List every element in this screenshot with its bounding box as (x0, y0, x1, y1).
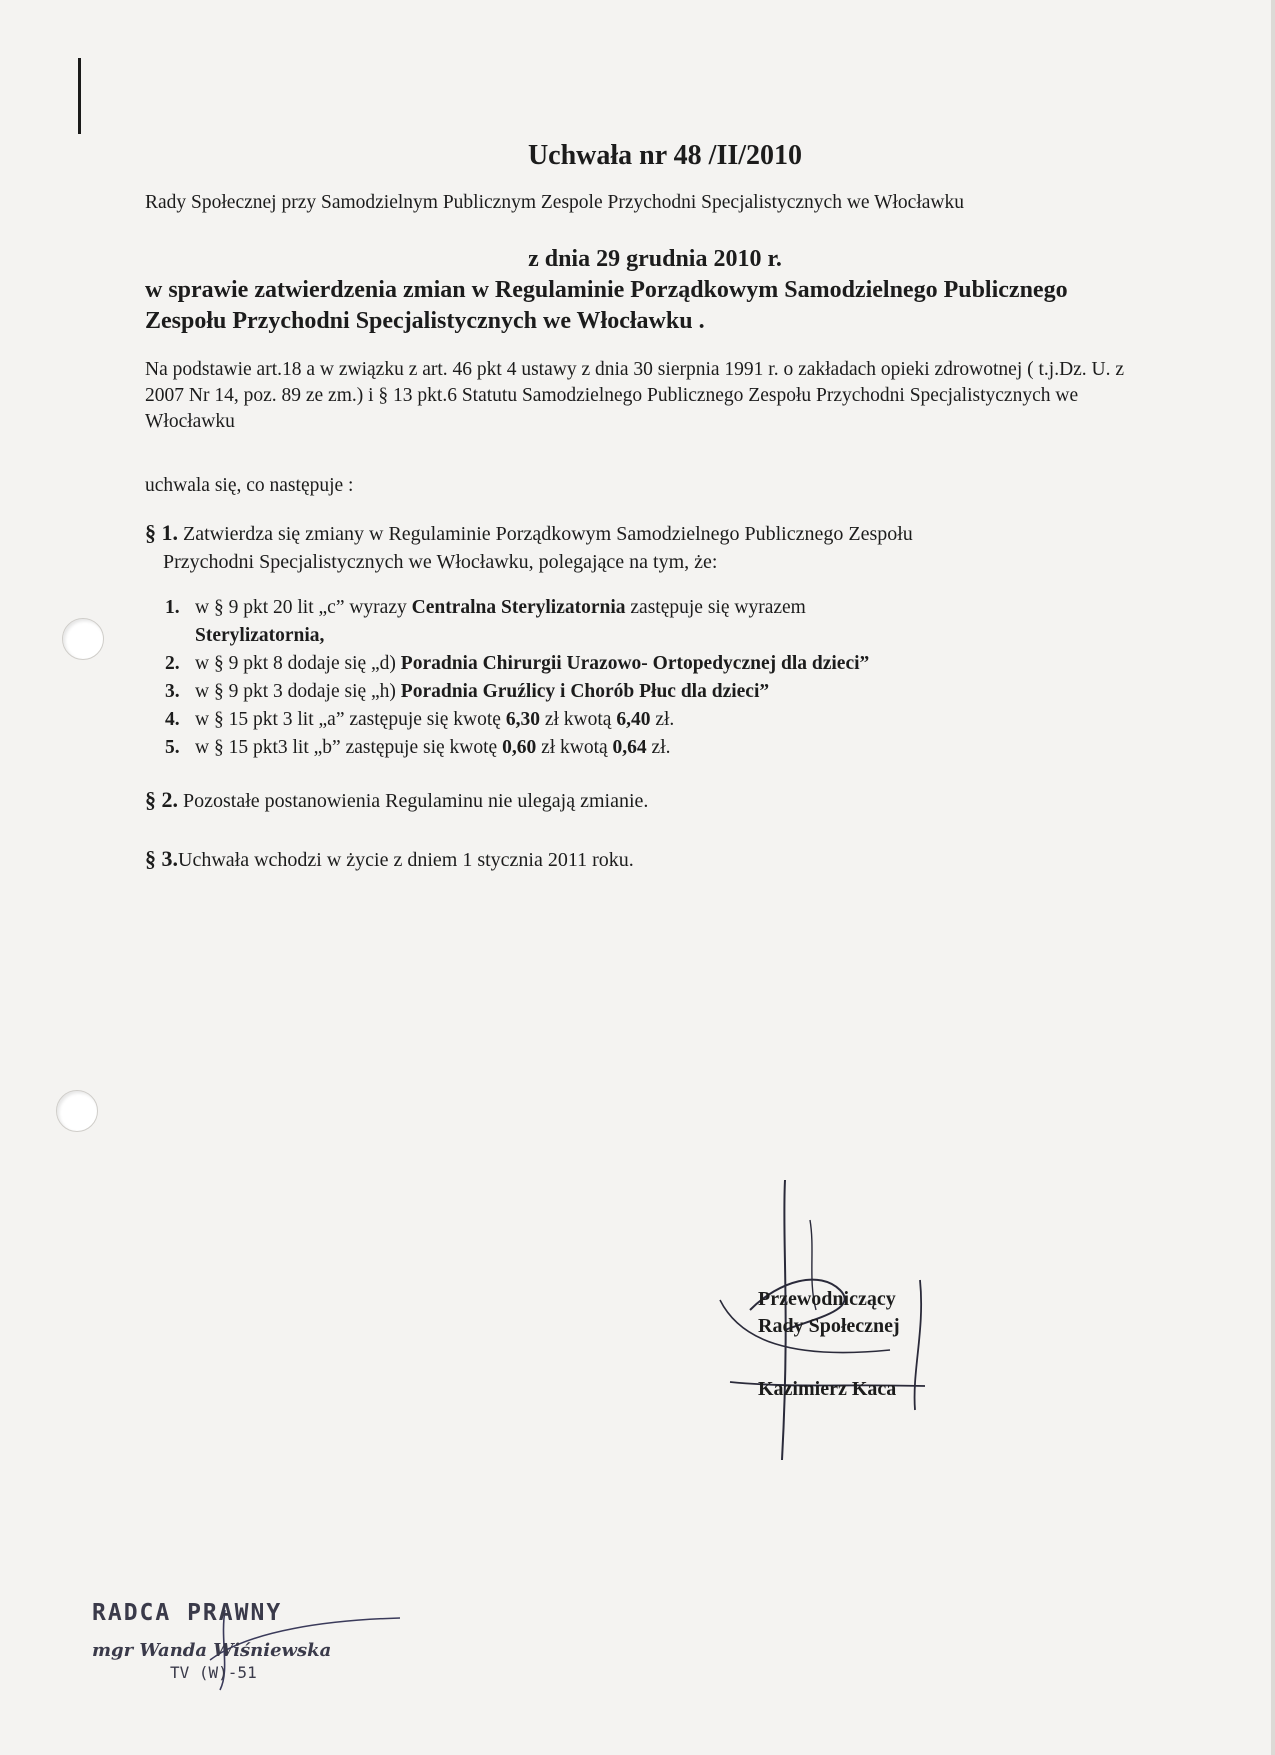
signature-spacer (758, 1340, 900, 1376)
item-text (195, 594, 806, 650)
page-edge (1271, 0, 1275, 1755)
section-1-line-1: Zatwierdza się zmiany w Regulaminie Porządkowym Samodzielnego Publicznego Zespołu (183, 523, 913, 545)
section-1-number: § 1. (145, 520, 178, 545)
item-text (195, 734, 671, 762)
item-text (195, 650, 869, 678)
item-text-bold: Poradnia Gruźlicy i Chorób Płuc dla dzieci” (400, 681, 770, 702)
item-text-pre: w § 9 pkt 20 lit „c” wyrazy (195, 597, 412, 618)
item-text-pre: w § 9 pkt 3 dodaje się „h) (195, 681, 401, 702)
faint-stamp-director (228, 1260, 238, 1318)
punch-hole-top (62, 618, 104, 660)
section-2-text: Pozostałe postanowienia Regulaminu nie ulegają zmianie. (178, 790, 649, 812)
section-1 (145, 519, 1125, 576)
list-item (165, 594, 1125, 650)
resolution-document (145, 130, 1125, 892)
item-text-bold: 0,60 (502, 737, 537, 758)
item-text-bold-2: 6,40 (616, 709, 651, 730)
item-text-mid: zł kwotą (536, 737, 613, 758)
section-3-text: Uchwała wchodzi w życie z dniem 1 stycznia 2011 roku. (178, 849, 634, 871)
item-text-mid: zastępuje się wyrazem (625, 597, 806, 618)
section-1-line-2: Przychodni Specjalistycznych we Włocławku, polegające na tym, że: (163, 551, 718, 573)
item-text-bold: Poradnia Chirurgii Urazowo- Ortopedycznej dla dzieci” (400, 653, 870, 674)
item-number: 4. (165, 709, 180, 730)
list-item (165, 650, 1125, 678)
changes-list (145, 594, 1125, 762)
item-number: 5. (165, 737, 180, 758)
document-title: Uchwała nr 48 /II/2010 (527, 140, 803, 171)
item-text-pre: w § 15 pkt 3 lit „a” zastępuje się kwotę (195, 709, 506, 730)
legal-basis: Na podstawie art.18 a w związku z art. 46 pkt 4 ustawy z dnia 30 sierpnia 1991 r. o zakładach opieki zdrowotnej ( t.j.Dz. U. z 2007 Nr 14, poz. 89 ze zm.) i § 13 pkt.6 Statutu Samodzielnego Publicznego Zespołu Przychodni Specjalistycznych we Włocławku (145, 359, 1125, 432)
section-2-number: § 2. (145, 787, 178, 812)
item-text-post: zł. (646, 737, 671, 758)
item-text (195, 678, 769, 706)
signatory-role-line-2: Rady Społecznej (758, 1315, 900, 1337)
list-item (165, 734, 1125, 762)
punch-hole-bottom (56, 1090, 98, 1132)
resolves-statement: uchwala się, co następuje : (145, 475, 354, 496)
list-item (165, 678, 1125, 706)
item-text-bold: 6,30 (505, 709, 540, 730)
item-text-post: zł. (650, 709, 675, 730)
item-text (195, 706, 674, 734)
section-3 (145, 845, 1125, 874)
item-text-bold-2: Sterylizatornia, (195, 625, 325, 646)
item-number: 3. (165, 681, 180, 702)
item-number: 2. (165, 653, 180, 674)
item-text-bold-2: 0,64 (612, 737, 647, 758)
item-text-bold: Centralna Sterylizatornia (411, 597, 626, 618)
list-item (165, 706, 1125, 734)
document-date: z dnia 29 grudnia 2010 r. (528, 246, 782, 272)
signatory-role-line-1: Przewodniczący (758, 1288, 896, 1310)
issuing-body: Rady Społecznej przy Samodzielnym Publicznym Zespole Przychodni Specjalistycznych we Włocławku (145, 192, 964, 213)
item-text-pre: w § 15 pkt3 lit „b” zastępuje się kwotę (195, 737, 503, 758)
stamp-name: mgr Wanda Wiśniewska (92, 1640, 332, 1661)
signature-block (758, 1286, 900, 1403)
signatory-name: Kazimierz Kaca (758, 1378, 897, 1400)
section-2 (145, 786, 1125, 815)
item-text-mid: zł kwotą (539, 709, 617, 730)
legal-counsel-stamp (92, 1600, 331, 1682)
item-number: 1. (165, 597, 180, 618)
stamp-code: TV (W)-51 (170, 1663, 257, 1682)
document-subject: w sprawie zatwierdzenia zmian w Regulaminie Porządkowym Samodzielnego Publicznego Zespołu Przychodni Specjalistycznych we Włocławku . (145, 277, 1068, 334)
section-3-number: § 3. (145, 846, 178, 871)
margin-mark (78, 58, 81, 134)
stamp-title: RADCA PRAWNY (92, 1600, 283, 1626)
item-text-pre: w § 9 pkt 8 dodaje się „d) (195, 653, 401, 674)
